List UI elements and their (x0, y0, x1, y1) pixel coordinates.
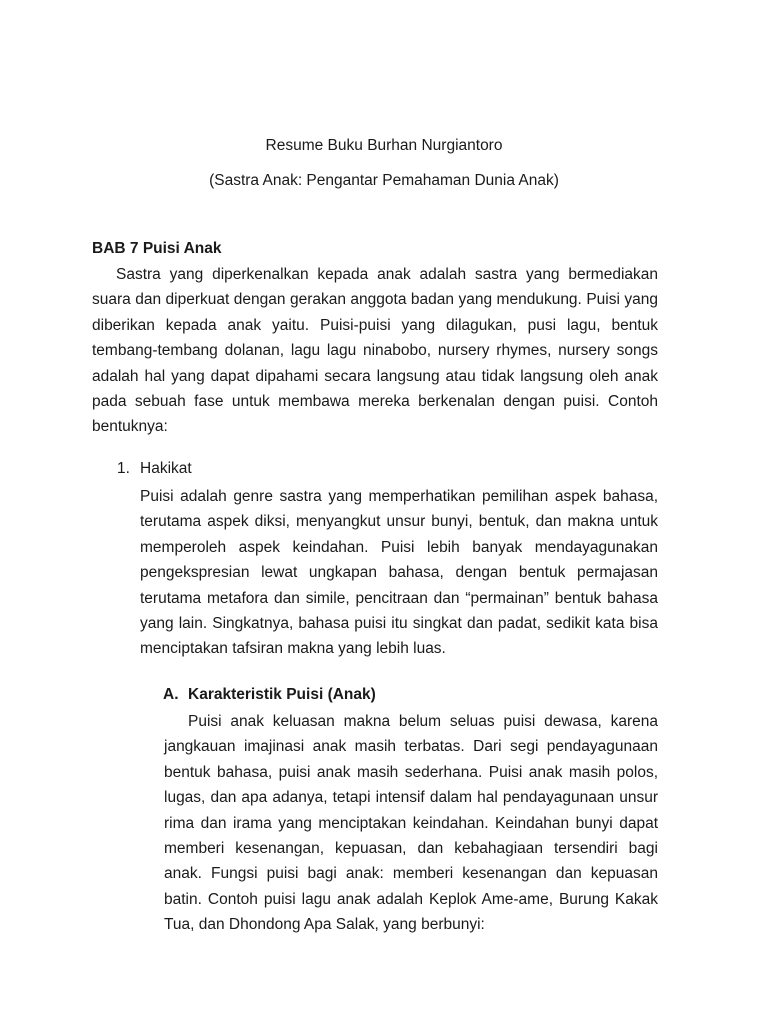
intro-paragraph: Sastra yang diperkenalkan kepada anak adalah sastra yang bermediakan suara dan diperkuat dengan gerakan anggota badan yang mendukung. Puisi yang diberikan kepada anak yaitu. Puisi-puisi yang dilagukan, pusi lagu, bentuk tembang-tembang dolanan, lagu lagu ninabobo, nursery rhymes, nursery songs adalah hal yang dapat dipahami secara langsung atau tidak langsung oleh anak pada sebuah fase untuk membawa mereka berkenalan dengan puisi. Contoh bentuknya: (92, 266, 658, 436)
list-item-label: Hakikat (140, 460, 192, 477)
list-item-body: Puisi adalah genre sastra yang memperhatikan pemilihan aspek bahasa, terutama aspek diksi, menyangkut unsur bunyi, bentuk, dan makna untuk memperoleh aspek keindahan. Puisi lebih banyak mendayagunakan pengekspresian lewat ungkapan bahasa, dengan bentuk permajasan terutama metafora dan simile, pencitraan dan “permainan” bentuk bahasa yang lain. Singkatnya, bahasa puisi itu singkat dan padat, sedikit kata bisa menciptakan tafsiran makna yang lebih luas. (140, 488, 658, 658)
subsection-heading: Karakteristik Puisi (Anak) (188, 686, 376, 703)
subsection-letter: A. (163, 686, 179, 703)
chapter-heading: BAB 7 Puisi Anak (92, 240, 222, 257)
document-subtitle: (Sastra Anak: Pengantar Pemahaman Dunia Anak) (209, 172, 559, 189)
subsection-body: Puisi anak keluasan makna belum seluas puisi dewasa, karena jangkauan imajinasi anak masih terbatas. Dari segi pendayagunaan bentuk bahasa, puisi anak masih sederhana. Puisi anak masih polos, lugas, dan apa adanya, tetapi intensif dalam hal pendayagunaan unsur rima dan irama yang menciptakan keindahan. Keindahan bunyi dapat memberi kesenangan, kepuasan, dan kebahagiaan tersendiri bagi anak. Fungsi puisi bagi anak: memberi kesenangan dan kepuasan batin. Contoh puisi lagu anak adalah Keplok Ame-ame, Burung Kakak Tua, dan Dhondong Apa Salak, yang berbunyi: (164, 713, 658, 934)
document-title: Resume Buku Burhan Nurgiantoro (265, 137, 503, 154)
list-item-number: 1. (117, 460, 130, 477)
